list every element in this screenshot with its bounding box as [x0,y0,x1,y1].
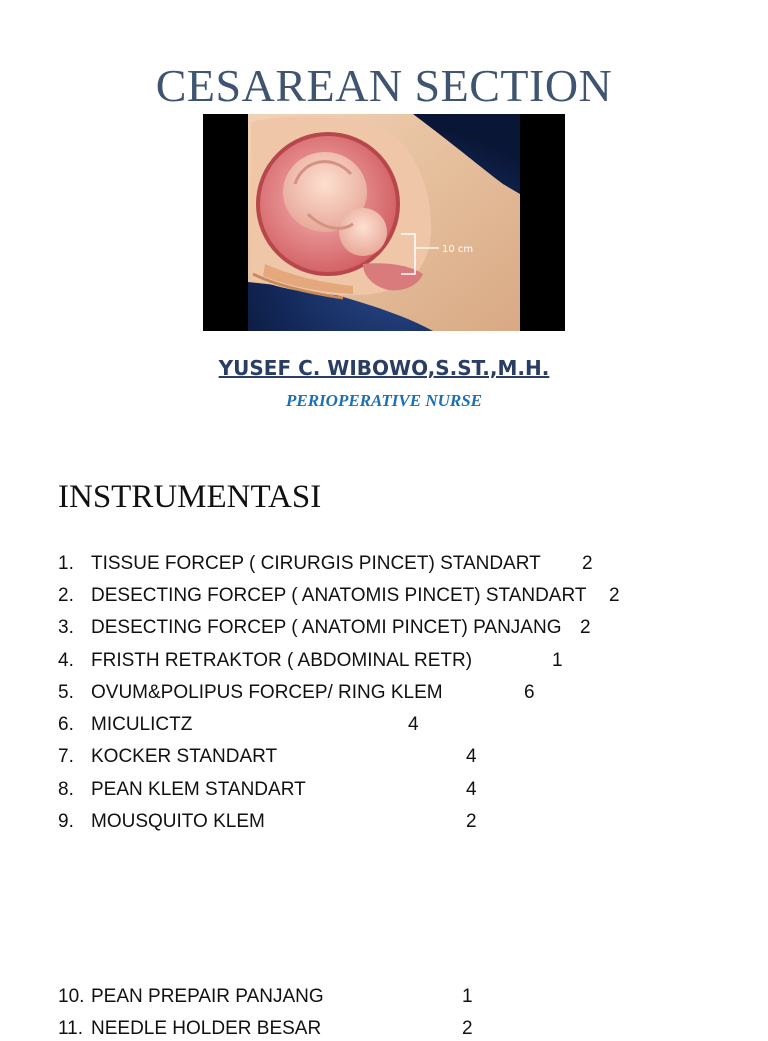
instrument-quantity: 2 [580,617,591,638]
instrument-number: 10. [58,986,85,1007]
instrument-name: DESECTING FORCEP ( ANATOMIS PINCET) STANDART [91,585,587,606]
measure-label: 10 cm [442,244,474,255]
instrument-number: 4. [58,650,74,671]
author-role: PERIOPERATIVE NURSE [285,391,483,410]
instrument-name: PEAN PREPAIR PANJANG [91,986,324,1007]
instrument-number: 9. [58,811,74,832]
instrument-quantity: 6 [524,682,535,703]
instrument-name: DESECTING FORCEP ( ANATOMI PINCET) PANJANG [91,617,562,638]
instrument-name: MICULICTZ [91,714,193,735]
instrument-name: MOUSQUITO KLEM [91,811,265,832]
page-title: CESAREAN SECTION [155,60,613,111]
instrument-name: OVUM&POLIPUS FORCEP/ RING KLEM [91,682,443,703]
instrument-name: PEAN KLEM STANDART [91,779,306,800]
instrument-quantity: 2 [462,1018,473,1039]
instrument-number: 8. [58,779,74,800]
instrument-number: 1. [58,553,74,574]
instrument-quantity: 2 [582,553,593,574]
instrument-quantity: 2 [466,811,477,832]
instrument-name: FRISTH RETRAKTOR ( ABDOMINAL RETR) [91,650,473,671]
instrument-quantity: 4 [466,779,477,800]
instrument-number: 3. [58,617,74,638]
instrument-number: 2. [58,585,74,606]
anatomy-image [203,114,565,331]
instrument-number: 5. [58,682,74,703]
instrument-quantity: 4 [466,746,477,767]
author-name: YUSEF C. WIBOWO,S.ST.,M.H. [218,356,550,380]
instrument-quantity: 1 [552,650,563,671]
instrument-quantity: 2 [609,585,620,606]
instrument-number: 6. [58,714,74,735]
instrument-name: KOCKER STANDART [91,746,278,767]
instrument-quantity: 1 [462,986,473,1007]
instrument-quantity: 4 [408,714,419,735]
instrument-number: 7. [58,746,74,767]
instrument-name: NEEDLE HOLDER BESAR [91,1018,322,1039]
cesarean-illustration [203,114,565,331]
instrument-name: TISSUE FORCEP ( CIRURGIS PINCET) STANDART [91,553,541,574]
section-heading: INSTRUMENTASI [58,479,322,515]
instrument-number: 11. [58,1018,84,1039]
